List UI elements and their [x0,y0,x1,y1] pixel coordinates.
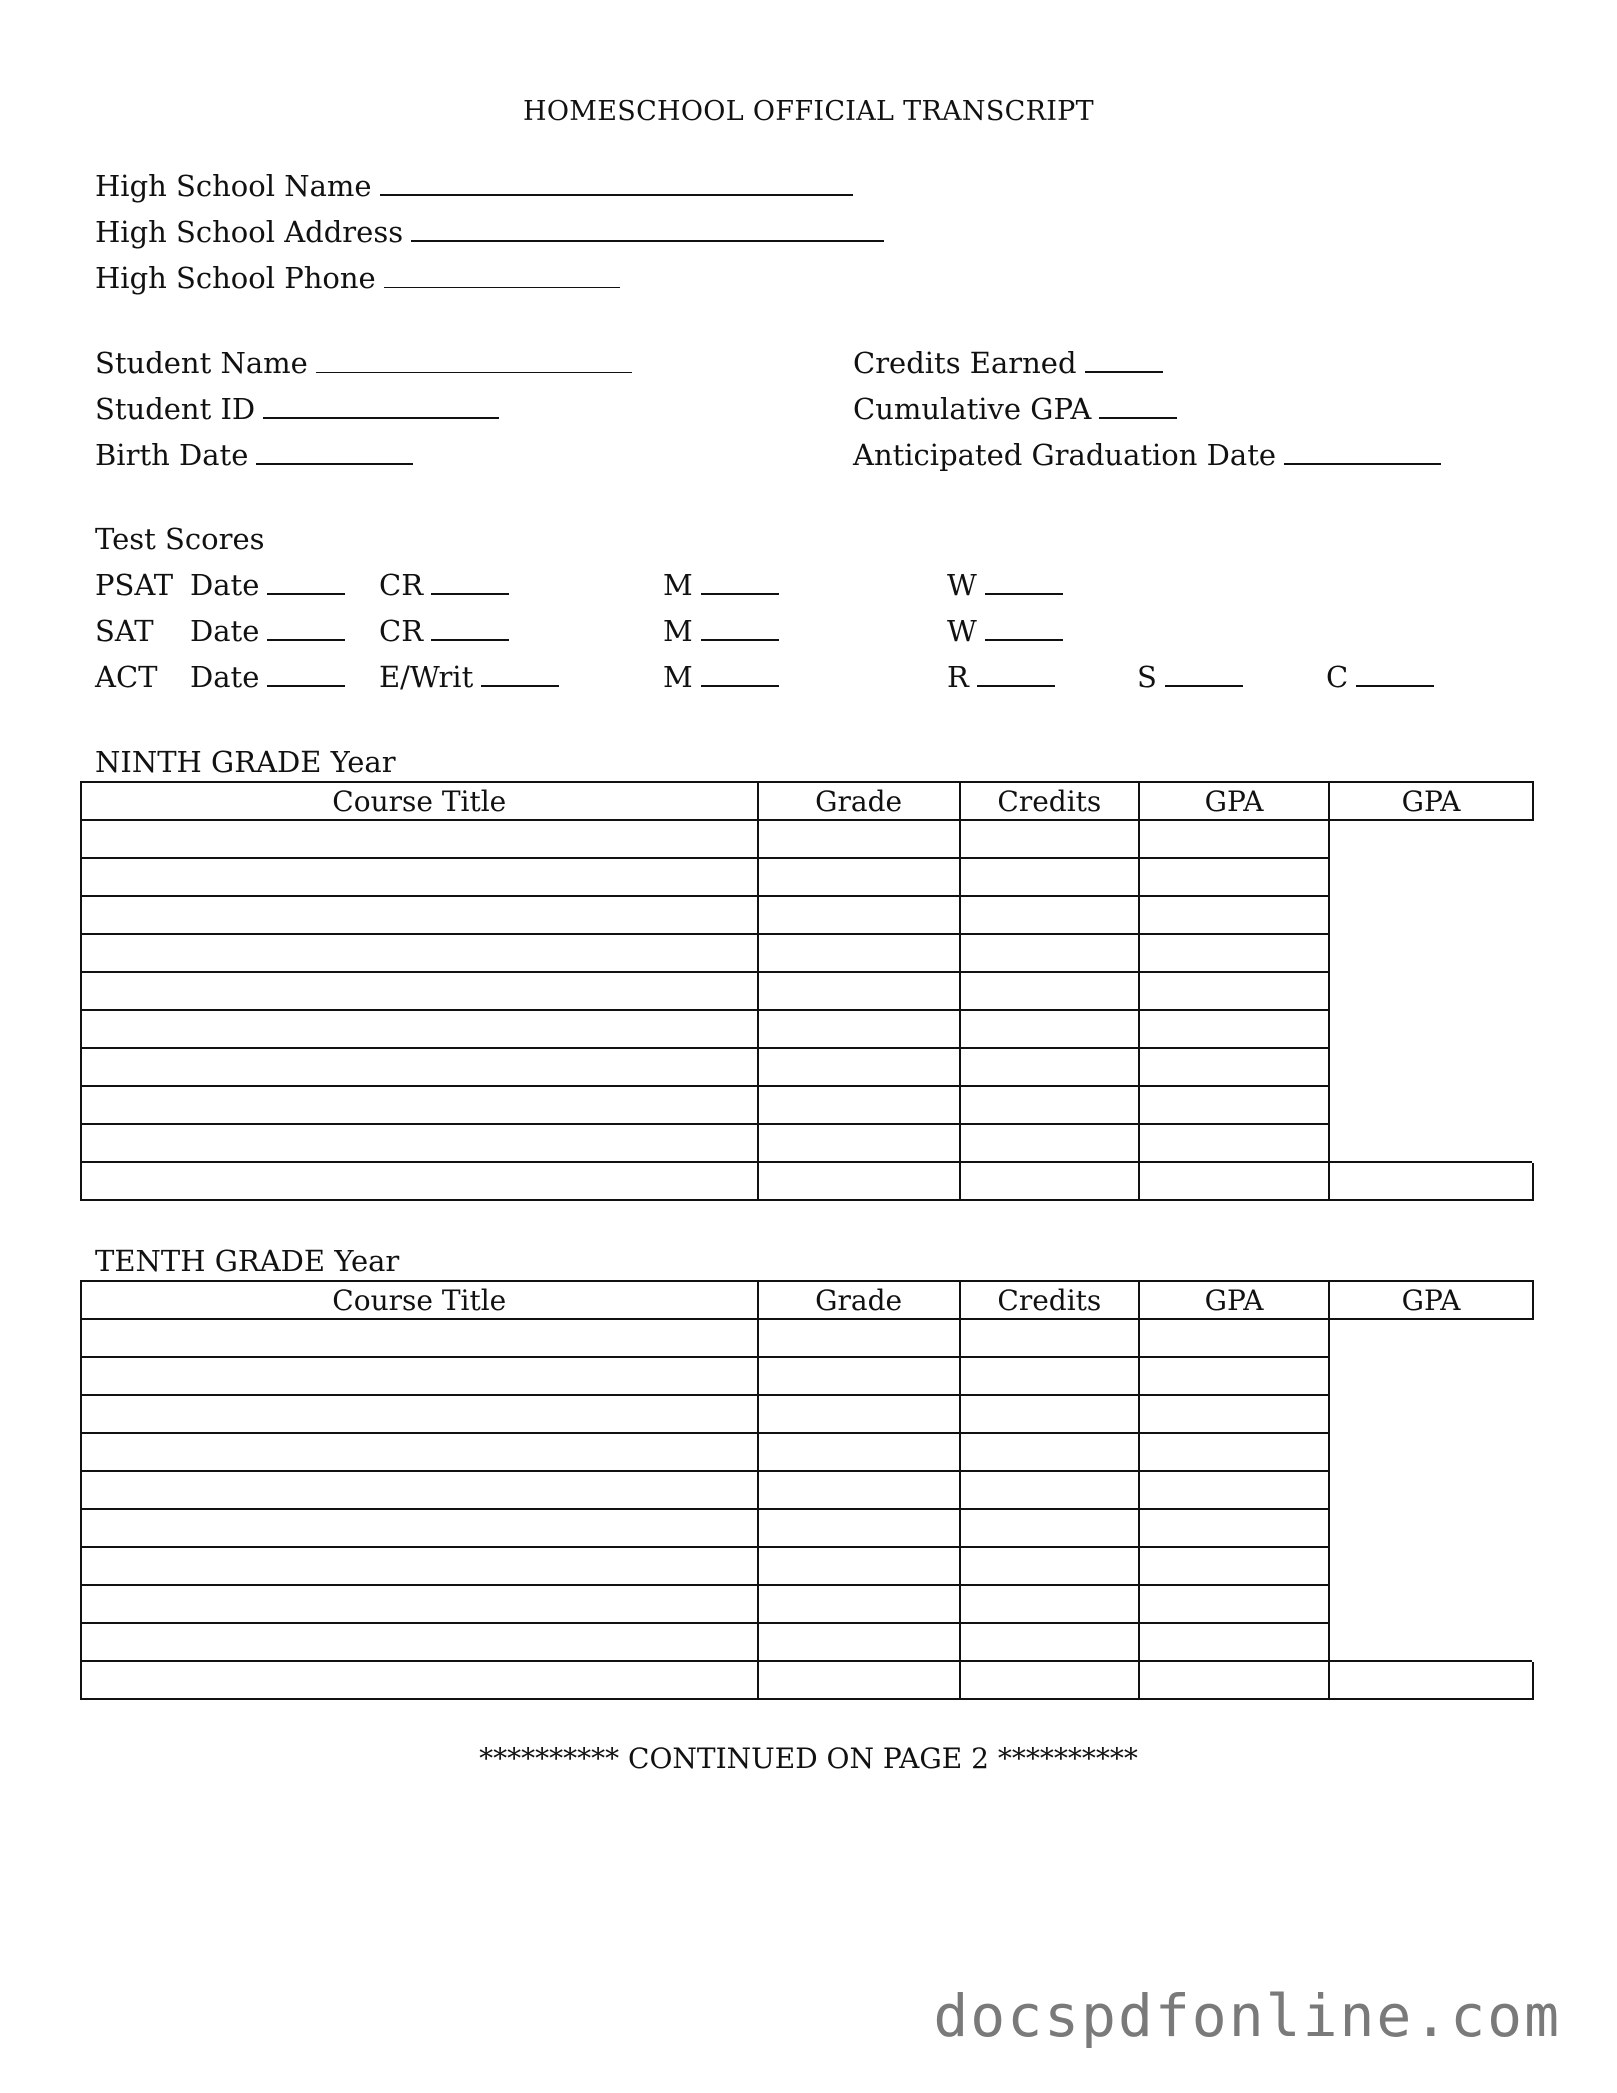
table-row [81,972,1533,1010]
act-r-field [947,659,1055,695]
ninth-grade-header-row [81,782,1533,820]
act-date-field [190,659,345,695]
student-name-blank[interactable] [316,350,632,373]
table-row [81,1509,1533,1547]
credits-earned-blank[interactable] [1085,349,1163,373]
grade-cell[interactable] [758,1124,960,1162]
table-row [81,1433,1533,1471]
credits-cell[interactable] [960,1433,1139,1471]
student-id-blank[interactable] [263,395,499,419]
grade-cell[interactable] [758,1661,960,1699]
table-row [81,858,1533,896]
course-title-cell[interactable] [81,1010,758,1048]
continued-notice: ********** CONTINUED ON PAGE 2 ********** [479,1742,1138,1775]
table-row [81,1661,1533,1699]
table-row [81,1124,1533,1162]
gpa-total-header: GPA [1329,782,1533,820]
table-row [81,1395,1533,1433]
ninth-grade-label: NINTH GRADE Year [95,745,396,779]
course-title-cell[interactable] [81,1585,758,1623]
psat-cr-blank[interactable] [431,571,509,595]
school-address-field [95,214,884,250]
credits-cell[interactable] [960,1395,1139,1433]
psat-label: PSAT [95,568,174,602]
act-ewrit-blank[interactable] [481,663,559,687]
gpa-cell[interactable] [1139,820,1329,858]
gpa-total-cell[interactable] [1329,1162,1533,1200]
psat-w-blank[interactable] [985,571,1063,595]
sat-cr-blank[interactable] [431,617,509,641]
credits-header: Credits [960,1281,1139,1319]
act-m-field [663,659,779,695]
birth-date-label: Birth Date [95,438,249,472]
sat-cr-field [379,613,509,649]
act-c-label: C [1326,660,1349,694]
birth-date-blank[interactable] [256,441,413,465]
cumulative-gpa-blank[interactable] [1099,395,1177,419]
act-ewrit-field [379,659,559,695]
sat-cr-label: CR [379,614,424,648]
table-row [81,1086,1533,1124]
credits-cell[interactable] [960,934,1139,972]
act-c-field [1326,659,1434,695]
psat-w-field [947,567,1063,603]
credits-cell[interactable] [960,1585,1139,1623]
gpa-cell[interactable] [1139,1319,1329,1357]
sat-date-field [190,613,345,649]
grade-cell[interactable] [758,1623,960,1661]
psat-cr-field [379,567,509,603]
course-title-cell[interactable] [81,1124,758,1162]
act-label: ACT [95,660,158,694]
credits-cell[interactable] [960,858,1139,896]
tenth-grade-table [80,1280,1534,1700]
school-phone-label: High School Phone [95,261,376,295]
gpa-cell[interactable] [1139,896,1329,934]
act-c-blank[interactable] [1356,663,1434,687]
table-row [81,820,1533,858]
school-name-blank[interactable] [380,172,853,196]
school-address-blank[interactable] [411,218,884,242]
psat-date-field [190,567,345,603]
course-title-cell[interactable] [81,1395,758,1433]
gpa-blank-area [1329,1319,1533,1661]
grade-cell[interactable] [758,1086,960,1124]
act-ewrit-label: E/Writ [379,660,474,694]
gpa-blank-area [1329,820,1533,1162]
psat-m-field [663,567,779,603]
grade-cell[interactable] [758,1162,960,1200]
gpa-cell[interactable] [1139,1010,1329,1048]
psat-cr-label: CR [379,568,424,602]
credits-cell[interactable] [960,1357,1139,1395]
act-s-field [1137,659,1243,695]
credits-cell[interactable] [960,1547,1139,1585]
psat-date-label: Date [190,568,260,602]
gpa-cell[interactable] [1139,1547,1329,1585]
course-title-cell[interactable] [81,1086,758,1124]
gpa-cell[interactable] [1139,1585,1329,1623]
credits-cell[interactable] [960,1048,1139,1086]
grade-cell[interactable] [758,1433,960,1471]
course-title-cell[interactable] [81,896,758,934]
credits-earned-field [853,345,1163,381]
course-title-cell[interactable] [81,934,758,972]
grade-cell[interactable] [758,1547,960,1585]
psat-m-label: M [663,568,693,602]
sat-m-field [663,613,779,649]
grade-cell[interactable] [758,1357,960,1395]
sat-m-blank[interactable] [701,617,779,641]
school-address-label: High School Address [95,215,404,249]
table-row [81,1471,1533,1509]
credits-header: Credits [960,782,1139,820]
grade-cell[interactable] [758,1395,960,1433]
credits-cell[interactable] [960,972,1139,1010]
grade-cell[interactable] [758,1509,960,1547]
table-row [81,934,1533,972]
ninth-grade-body [81,820,1533,1200]
credits-cell[interactable] [960,1124,1139,1162]
graduation-date-blank[interactable] [1284,441,1441,465]
course-title-cell[interactable] [81,1547,758,1585]
school-phone-field [95,260,620,296]
grade-cell[interactable] [758,858,960,896]
gpa-total-cell[interactable] [1329,1661,1533,1699]
graduation-date-field [853,437,1441,473]
course-title-cell[interactable] [81,1471,758,1509]
watermark: docspdfonline.com [933,1982,1561,2050]
course-title-cell[interactable] [81,820,758,858]
cumulative-gpa-field [853,391,1177,427]
course-title-cell[interactable] [81,1357,758,1395]
grade-cell[interactable] [758,1585,960,1623]
credits-cell[interactable] [960,1471,1139,1509]
act-r-label: R [947,660,969,694]
sat-w-field [947,613,1063,649]
credits-cell[interactable] [960,1509,1139,1547]
credits-cell[interactable] [960,896,1139,934]
sat-date-label: Date [190,614,260,648]
course-title-cell[interactable] [81,1661,758,1699]
course-title-cell[interactable] [81,1162,758,1200]
grade-cell[interactable] [758,972,960,1010]
student-id-label: Student ID [95,392,256,426]
credits-cell[interactable] [960,1010,1139,1048]
gpa-total-header: GPA [1329,1281,1533,1319]
course-title-cell[interactable] [81,858,758,896]
sat-date-blank[interactable] [267,617,345,641]
act-date-label: Date [190,660,260,694]
gpa-cell[interactable] [1139,858,1329,896]
test-scores-heading: Test Scores [95,522,265,556]
course-title-cell[interactable] [81,1319,758,1357]
school-name-field [95,168,853,204]
tenth-grade-header-row [81,1281,1533,1319]
grade-cell[interactable] [758,820,960,858]
document-title: HOMESCHOOL OFFICIAL TRANSCRIPT [523,96,1094,127]
grade-cell[interactable] [758,1319,960,1357]
table-row [81,1319,1533,1357]
grade-cell[interactable] [758,1010,960,1048]
act-date-blank[interactable] [267,663,345,687]
credits-cell[interactable] [960,820,1139,858]
credits-cell[interactable] [960,1162,1139,1200]
gpa-cell[interactable] [1139,1395,1329,1433]
gpa-cell[interactable] [1139,1471,1329,1509]
school-phone-blank[interactable] [384,265,620,288]
course-title-cell[interactable] [81,1509,758,1547]
gpa-cell[interactable] [1139,934,1329,972]
sat-w-label: W [947,614,977,648]
course-title-cell[interactable] [81,1623,758,1661]
course-title-header: Course Title [81,782,758,820]
credits-cell[interactable] [960,1086,1139,1124]
psat-w-label: W [947,568,977,602]
gpa-header: GPA [1139,1281,1329,1319]
act-s-label: S [1137,660,1157,694]
course-title-header: Course Title [81,1281,758,1319]
table-row [81,1623,1533,1661]
tenth-grade-body [81,1319,1533,1699]
sat-m-label: M [663,614,693,648]
student-id-field [95,391,499,427]
gpa-cell[interactable] [1139,1048,1329,1086]
gpa-header: GPA [1139,782,1329,820]
course-title-cell[interactable] [81,972,758,1010]
gpa-cell[interactable] [1139,1509,1329,1547]
gpa-cell[interactable] [1139,1124,1329,1162]
graduation-date-label: Anticipated Graduation Date [853,438,1277,472]
act-r-blank[interactable] [977,663,1055,687]
table-row [81,1010,1533,1048]
psat-m-blank[interactable] [701,571,779,595]
act-s-blank[interactable] [1165,663,1243,687]
course-title-cell[interactable] [81,1433,758,1471]
grade-cell[interactable] [758,1048,960,1086]
table-row [81,1162,1533,1200]
student-name-field [95,345,632,381]
grade-cell[interactable] [758,1471,960,1509]
birth-date-field [95,437,413,473]
sat-w-blank[interactable] [985,617,1063,641]
table-row [81,1357,1533,1395]
credits-cell[interactable] [960,1319,1139,1357]
credits-cell[interactable] [960,1623,1139,1661]
table-row [81,1585,1533,1623]
credits-earned-label: Credits Earned [853,346,1077,380]
act-m-label: M [663,660,693,694]
credits-cell[interactable] [960,1661,1139,1699]
grade-cell[interactable] [758,896,960,934]
sat-label: SAT [95,614,154,648]
table-row [81,1048,1533,1086]
gpa-cell[interactable] [1139,1661,1329,1699]
grade-cell[interactable] [758,934,960,972]
course-title-cell[interactable] [81,1048,758,1086]
grade-header: Grade [758,1281,960,1319]
gpa-cell[interactable] [1139,1162,1329,1200]
gpa-cell[interactable] [1139,1623,1329,1661]
cumulative-gpa-label: Cumulative GPA [853,392,1092,426]
act-m-blank[interactable] [701,663,779,687]
gpa-cell[interactable] [1139,972,1329,1010]
ninth-grade-table [80,781,1534,1201]
table-row [81,896,1533,934]
student-name-label: Student Name [95,346,308,380]
gpa-cell[interactable] [1139,1357,1329,1395]
psat-date-blank[interactable] [267,571,345,595]
tenth-grade-label: TENTH GRADE Year [95,1244,400,1278]
gpa-cell[interactable] [1139,1086,1329,1124]
grade-header: Grade [758,782,960,820]
table-row [81,1547,1533,1585]
school-name-label: High School Name [95,169,372,203]
gpa-cell[interactable] [1139,1433,1329,1471]
